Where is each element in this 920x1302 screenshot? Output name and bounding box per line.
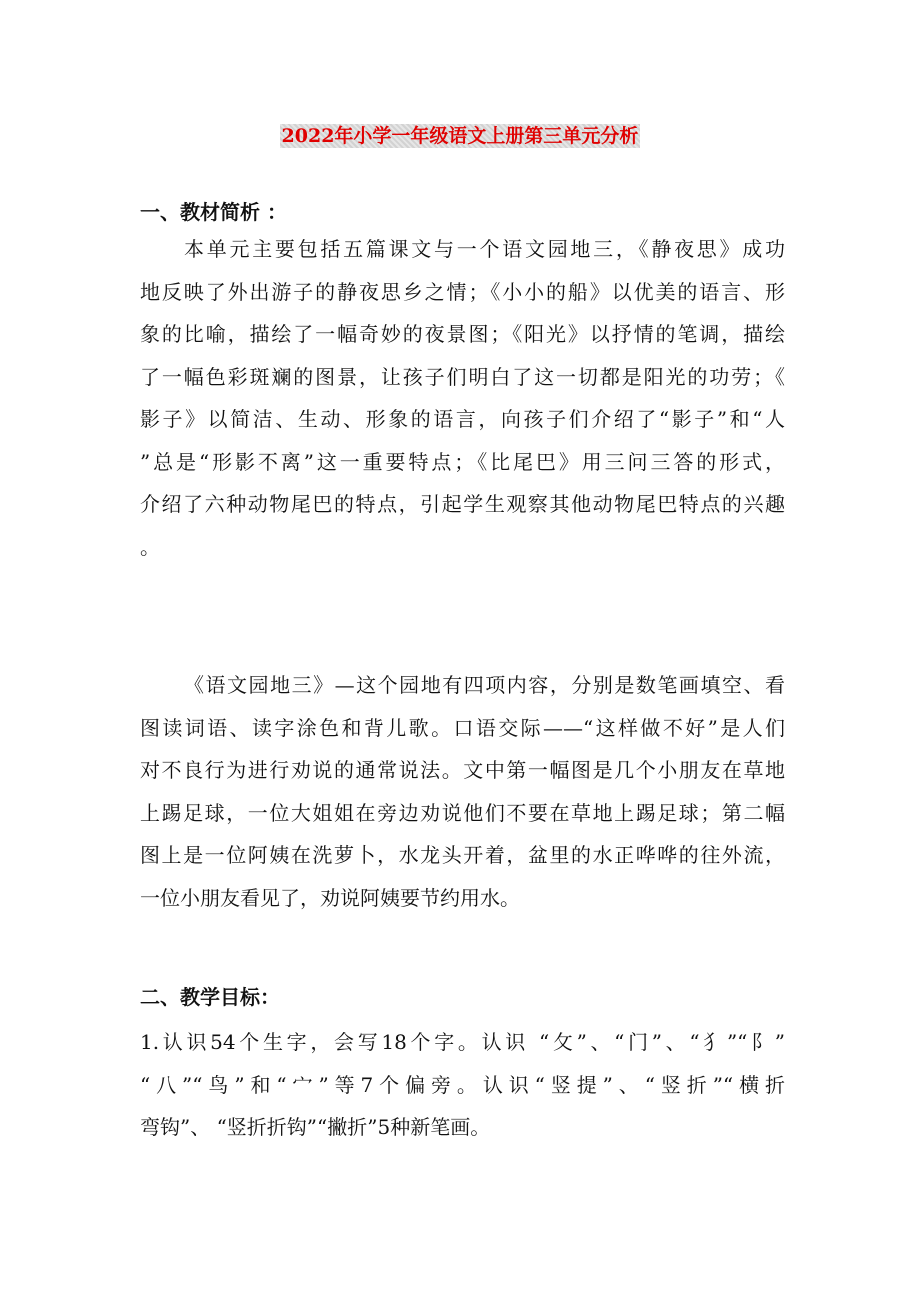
paragraph-line: 一位小朋友看见了，劝说阿姨要节约用水。 [140, 885, 520, 910]
paragraph-line: 了一幅色彩斑斓的图景，让孩子们明白了这一切都是阳光的功劳；《 [140, 364, 785, 389]
paragraph-line: 象的比喻，描绘了一幅奇妙的夜景图；《阳光》以抒情的笔调，描绘 [140, 322, 785, 346]
paragraph-line: 。 [140, 534, 160, 559]
section-heading-textbook-analysis: 一、教材简析 ： [140, 200, 287, 224]
paragraph-line: 弯钩”、 “竖折折钩”“撇折”5种新笔画。 [140, 1115, 491, 1139]
document-title [0, 122, 920, 150]
paragraph-line: 影子》以简洁、生动、形象的语言，向孩子们介绍了“影子”和“人 [140, 407, 785, 431]
paragraph-line: 《语文园地三》—这个园地有四项内容，分别是数笔画填空、看 [184, 673, 785, 697]
section-heading-teaching-goals: 二、教学目标： [140, 985, 280, 1009]
paragraph-line: 本单元主要包括五篇课文与一个语文园地三，《静夜思》成功 [184, 237, 785, 261]
paragraph-line: ”总是“形影不离”这一重要特点；《比尾巴》用三问三答的形式， [140, 449, 785, 474]
paragraph-line: 图读词语、读字涂色和背儿歌。口语交际——“这样做不好”是人们 [140, 715, 785, 740]
paragraph-line: 对不良行为进行劝说的通常说法。文中第一幅图是几个小朋友在草地 [140, 758, 785, 782]
paragraph-line: 1.认识54个生字，会写18个字。认识 “攵”、“门”、“犭”“阝” [140, 1030, 785, 1054]
paragraph-line: 介绍了六种动物尾巴的特点，引起学生观察其他动物尾巴特点的兴趣 [140, 492, 785, 516]
paragraph-unit-overview [140, 228, 785, 568]
paragraph-line: 上踢足球，一位大姐姐在旁边劝说他们不要在草地上踢足球；第二幅 [140, 800, 785, 825]
paragraph-line: “八”“鸟”和“宀”等7个偏旁。认识“竖提”、“竖折”“横折 [140, 1072, 785, 1097]
document-title-text: 2022年小学一年级语文上册第三单元分析 [281, 125, 639, 147]
paragraph-line: 地反映了外出游子的静夜思乡之情；《小小的船》以优美的语言、形 [140, 279, 785, 304]
paragraph-teaching-goal-1 [140, 1021, 785, 1149]
paragraph-language-garden [140, 664, 785, 919]
paragraph-line: 图上是一位阿姨在洗萝卜，水龙头开着，盆里的水正哗哗的往外流， [140, 843, 785, 867]
